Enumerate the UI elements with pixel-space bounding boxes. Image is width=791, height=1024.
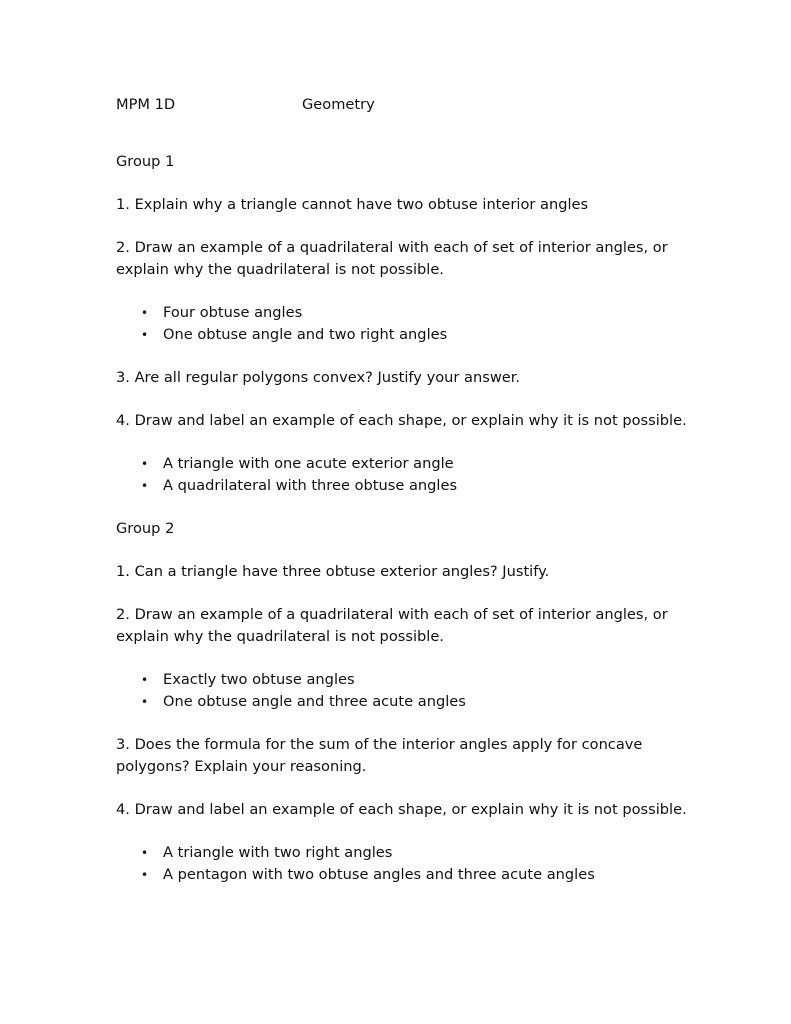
- group-1-question-1: 1. Explain why a triangle cannot have two obtuse interior angles: [116, 196, 589, 213]
- bullet-icon: •: [141, 673, 149, 687]
- group-2-question-2-line-1: 2. Draw an example of a quadrilateral with each of set of interior angles, or: [116, 606, 668, 623]
- list-item-text: A quadrilateral with three obtuse angles: [163, 477, 458, 494]
- list-item-text: Four obtuse angles: [163, 304, 303, 321]
- group-2-question-2-line-2: explain why the quadrilateral is not possible.: [116, 628, 444, 645]
- bullet-icon: •: [141, 695, 149, 709]
- course-code: MPM 1D: [116, 96, 176, 113]
- list-item-text: A triangle with two right angles: [163, 844, 393, 861]
- bullet-icon: •: [141, 479, 149, 493]
- bullet-icon: •: [141, 328, 149, 342]
- group-1-question-4: 4. Draw and label an example of each shape, or explain why it is not possible.: [116, 412, 687, 429]
- bullet-icon: •: [141, 306, 149, 320]
- group-1-question-3: 3. Are all regular polygons convex? Justify your answer.: [116, 369, 521, 386]
- list-item: [141, 692, 466, 712]
- list-item-text: One obtuse angle and three acute angles: [163, 693, 466, 710]
- group-2-question-1: 1. Can a triangle have three obtuse exterior angles? Justify.: [116, 563, 550, 580]
- bullet-icon: •: [141, 457, 149, 471]
- group-1-question-2-line-2: explain why the quadrilateral is not possible.: [116, 261, 444, 278]
- list-item-text: A triangle with one acute exterior angle: [163, 455, 454, 472]
- list-item-text: A pentagon with two obtuse angles and three acute angles: [163, 866, 595, 883]
- list-item-text: Exactly two obtuse angles: [163, 671, 355, 688]
- group-2-question-4: 4. Draw and label an example of each shape, or explain why it is not possible.: [116, 801, 687, 818]
- list-item: [141, 843, 392, 863]
- group-2-question-3-line-1: 3. Does the formula for the sum of the interior angles apply for concave: [116, 736, 643, 753]
- group-2-question-3-line-2: polygons? Explain your reasoning.: [116, 758, 367, 775]
- worksheet-subject: Geometry: [302, 96, 375, 113]
- group-2-title: Group 2: [116, 520, 175, 537]
- bullet-icon: •: [141, 846, 149, 860]
- list-item: [141, 325, 447, 345]
- list-item: [141, 670, 355, 690]
- list-item: [141, 303, 302, 323]
- bullet-icon: •: [141, 868, 149, 882]
- list-item: [141, 476, 457, 496]
- group-1-question-2-line-1: 2. Draw an example of a quadrilateral with each of set of interior angles, or: [116, 239, 668, 256]
- list-item-text: One obtuse angle and two right angles: [163, 326, 448, 343]
- group-1-title: Group 1: [116, 153, 175, 170]
- list-item: [141, 454, 454, 474]
- list-item: [141, 865, 595, 885]
